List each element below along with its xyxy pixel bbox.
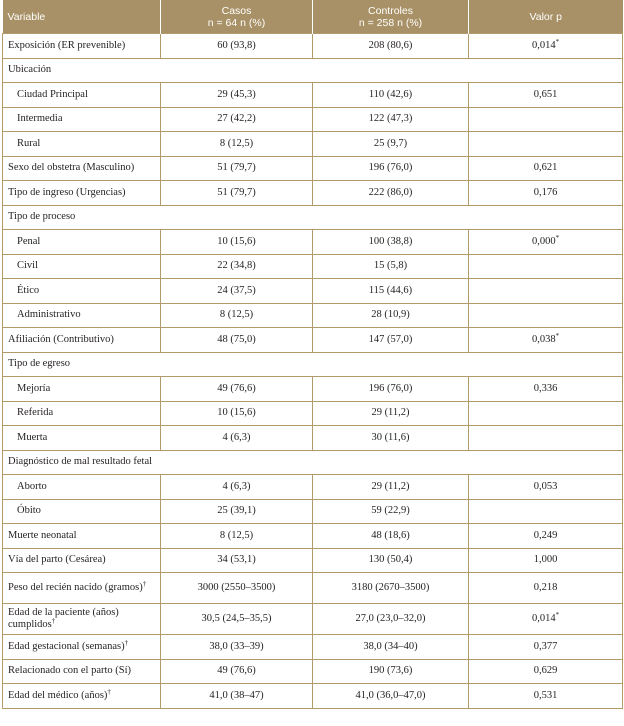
pvalue-text: 0,336: [533, 382, 558, 394]
pvalue-cell: [469, 230, 623, 255]
header-controls-n: n = 258 n (%): [358, 16, 423, 29]
pvalue-cell: [469, 377, 623, 402]
section-label: [3, 205, 623, 230]
row-label-text: Administrativo: [17, 309, 81, 321]
table-body: [3, 34, 623, 709]
controls-cell: 196 (76,0): [313, 156, 469, 181]
pvalue-cell: [469, 132, 623, 157]
row-label-text: Vía del parto (Cesárea): [8, 554, 106, 566]
pvalue-cell: [469, 684, 623, 709]
table-row: [3, 303, 623, 328]
row-label: [3, 34, 161, 59]
table-row: [3, 684, 623, 709]
section-row: [3, 205, 623, 230]
header-cases-n: n = 64 n (%): [207, 16, 266, 29]
pvalue-cell: [469, 401, 623, 426]
pvalue-cell: [469, 328, 623, 353]
row-label-text: Muerta: [17, 431, 48, 443]
pvalue-cell: [469, 659, 623, 684]
section-label: [3, 450, 623, 475]
cases-cell: 8 (12,5): [161, 132, 313, 157]
cases-cell: 10 (15,6): [161, 401, 313, 426]
significance-mark: *: [555, 611, 560, 619]
row-label-text: Muerte neonatal: [8, 529, 77, 541]
table-row: [3, 377, 623, 402]
cases-cell: 49 (76,6): [161, 377, 313, 402]
row-label-text: Mejoría: [17, 382, 51, 394]
row-label: [3, 254, 161, 279]
row-label: [3, 604, 161, 635]
cases-cell: 25 (39,1): [161, 499, 313, 524]
row-label: [3, 328, 161, 353]
cases-cell: 27 (42,2): [161, 107, 313, 132]
controls-cell: 147 (57,0): [313, 328, 469, 353]
controls-cell: 110 (42,6): [313, 83, 469, 108]
table-row: [3, 230, 623, 255]
row-label: [3, 401, 161, 426]
table-row: [3, 279, 623, 304]
section-row: [3, 450, 623, 475]
controls-cell: 122 (47,3): [313, 107, 469, 132]
table-row: [3, 83, 623, 108]
row-label-text: Relacionado con el parto (Sí): [8, 665, 132, 677]
row-label-text: Ciudad Principal: [17, 88, 88, 100]
cases-cell: 30,5 (24,5–35,5): [161, 604, 313, 635]
row-label: [3, 377, 161, 402]
dagger-mark: †: [142, 580, 147, 588]
dagger-mark: †: [107, 687, 111, 696]
pvalue-text: 0,038: [531, 333, 556, 345]
table-row: [3, 156, 623, 181]
pvalue-text: 1,000: [533, 554, 558, 566]
row-label-text: Tipo de egreso: [8, 358, 71, 370]
pvalue-text: 0,629: [533, 665, 558, 677]
row-label: [3, 548, 161, 573]
pvalue-cell: [469, 475, 623, 500]
controls-cell: 3180 (2670–3500): [313, 573, 469, 604]
row-label: [3, 659, 161, 684]
controls-cell: 29 (11,2): [313, 475, 469, 500]
dagger-mark: †: [124, 638, 129, 647]
table-row: [3, 254, 623, 279]
row-label: [3, 107, 161, 132]
header-controls: [313, 0, 469, 34]
section-label: [3, 352, 623, 377]
pvalue-cell: [469, 548, 623, 573]
controls-cell: 30 (11,6): [313, 426, 469, 451]
cases-cell: 29 (45,3): [161, 83, 313, 108]
table-row: [3, 181, 623, 206]
table-row: [3, 401, 623, 426]
pvalue-cell: [469, 499, 623, 524]
table-row: [3, 635, 623, 660]
pvalue-cell: [469, 303, 623, 328]
controls-cell: 15 (5,8): [313, 254, 469, 279]
pvalue-text: 0,053: [533, 480, 558, 492]
pvalue-cell: [469, 604, 623, 635]
pvalue-text: 0,249: [533, 529, 558, 541]
pvalue-text: 0,651: [533, 88, 558, 100]
table-row: [3, 604, 623, 635]
header-cases-title: Casos: [221, 4, 252, 17]
significance-mark: *: [555, 331, 560, 340]
table-row: [3, 426, 623, 451]
row-label-text: Aborto: [17, 480, 47, 492]
cases-cell: 41,0 (38–47): [161, 684, 313, 709]
row-label: [3, 426, 161, 451]
section-row: [3, 58, 623, 83]
cases-cell: 8 (12,5): [161, 524, 313, 549]
cases-cell: 24 (37,5): [161, 279, 313, 304]
cases-cell: 4 (6,3): [161, 426, 313, 451]
cases-cell: 60 (93,8): [161, 34, 313, 59]
row-label: [3, 573, 161, 604]
pvalue-text: 0,000: [531, 235, 556, 247]
section-row: [3, 352, 623, 377]
pvalue-cell: [469, 573, 623, 604]
row-label-text: Tipo de proceso: [8, 211, 76, 223]
row-label-text: Edad gestacional (semanas): [8, 640, 125, 652]
controls-cell: 48 (18,6): [313, 524, 469, 549]
pvalue-cell: [469, 254, 623, 279]
row-label: [3, 156, 161, 181]
header-cases: [161, 0, 313, 34]
cases-cell: 10 (15,6): [161, 230, 313, 255]
row-label: [3, 83, 161, 108]
controls-cell: 222 (86,0): [313, 181, 469, 206]
table-row: [3, 659, 623, 684]
pvalue-cell: [469, 156, 623, 181]
row-label-text: Diagnóstico de mal resultado fetal: [8, 456, 153, 468]
row-label: [3, 499, 161, 524]
controls-cell: 27,0 (23,0–32,0): [313, 604, 469, 635]
cases-cell: 49 (76,6): [161, 659, 313, 684]
pvalue-text: 0,531: [533, 689, 558, 701]
row-label-text: Edad del médico (años): [8, 689, 108, 701]
dagger-mark: †: [51, 617, 56, 625]
controls-cell: 130 (50,4): [313, 548, 469, 573]
controls-cell: 29 (11,2): [313, 401, 469, 426]
row-label-text: Edad de la paciente (años) cumplidos: [8, 607, 119, 630]
controls-cell: 196 (76,0): [313, 377, 469, 402]
table-header-row: [3, 0, 623, 34]
pvalue-text: 0,176: [533, 186, 558, 198]
row-label: [3, 475, 161, 500]
pvalue-text: 0,014: [531, 613, 556, 624]
header-variable: Variable: [3, 0, 161, 34]
row-label-text: Tipo de ingreso (Urgencias): [8, 186, 126, 198]
table-row: [3, 107, 623, 132]
pvalue-cell: [469, 107, 623, 132]
controls-cell: 41,0 (36,0–47,0): [313, 684, 469, 709]
controls-cell: 115 (44,6): [313, 279, 469, 304]
significance-mark: *: [555, 233, 560, 242]
table-row: [3, 328, 623, 353]
controls-cell: 208 (80,6): [313, 34, 469, 59]
pvalue-cell: [469, 34, 623, 59]
controls-cell: 28 (10,9): [313, 303, 469, 328]
cases-cell: 22 (34,8): [161, 254, 313, 279]
cases-cell: 34 (53,1): [161, 548, 313, 573]
table-row: [3, 34, 623, 59]
row-label-text: Rural: [17, 137, 41, 149]
header-controls-title: Controles: [368, 4, 413, 17]
controls-cell: 59 (22,9): [313, 499, 469, 524]
results-table: [2, 0, 623, 709]
pvalue-text: 0,377: [533, 640, 558, 652]
pvalue-cell: [469, 181, 623, 206]
cases-cell: 51 (79,7): [161, 156, 313, 181]
row-label-text: Peso del recién nacido (gramos): [8, 582, 143, 593]
table-row: [3, 475, 623, 500]
table-row: [3, 573, 623, 604]
header-pvalue: Valor p: [469, 0, 623, 34]
significance-mark: *: [555, 37, 560, 46]
pvalue-cell: [469, 426, 623, 451]
row-label: [3, 279, 161, 304]
table-row: [3, 132, 623, 157]
row-label: [3, 132, 161, 157]
table-row: [3, 499, 623, 524]
row-label: [3, 230, 161, 255]
cases-cell: 3000 (2550–3500): [161, 573, 313, 604]
pvalue-cell: [469, 635, 623, 660]
row-label-text: Civil: [17, 260, 39, 272]
row-label: [3, 181, 161, 206]
table-row: [3, 548, 623, 573]
row-label-text: Exposición (ER prevenible): [8, 39, 126, 51]
row-label-text: Penal: [17, 235, 41, 247]
pvalue-cell: [469, 279, 623, 304]
pvalue-text: 0,218: [533, 582, 558, 593]
pvalue-text: 0,621: [533, 162, 558, 174]
row-label-text: Afiliación (Contributivo): [8, 333, 114, 345]
cases-cell: 38,0 (33–39): [161, 635, 313, 660]
row-label-text: Intermedia: [17, 113, 63, 125]
pvalue-cell: [469, 524, 623, 549]
cases-cell: 8 (12,5): [161, 303, 313, 328]
row-label-text: Óbito: [17, 505, 41, 517]
pvalue-text: 0,014: [531, 39, 556, 51]
row-label: [3, 684, 161, 709]
cases-cell: 4 (6,3): [161, 475, 313, 500]
pvalue-cell: [469, 83, 623, 108]
controls-cell: 38,0 (34–40): [313, 635, 469, 660]
row-label-text: Ubicación: [8, 64, 52, 76]
row-label: [3, 524, 161, 549]
row-label-text: Referida: [17, 407, 54, 419]
cases-cell: 48 (75,0): [161, 328, 313, 353]
row-label: [3, 303, 161, 328]
row-label: [3, 635, 161, 660]
cases-cell: 51 (79,7): [161, 181, 313, 206]
section-label: [3, 58, 623, 83]
controls-cell: 25 (9,7): [313, 132, 469, 157]
row-label-text: Ético: [17, 284, 40, 296]
table-row: [3, 524, 623, 549]
controls-cell: 100 (38,8): [313, 230, 469, 255]
row-label-text: Sexo del obstetra (Masculino): [8, 162, 135, 174]
controls-cell: 190 (73,6): [313, 659, 469, 684]
